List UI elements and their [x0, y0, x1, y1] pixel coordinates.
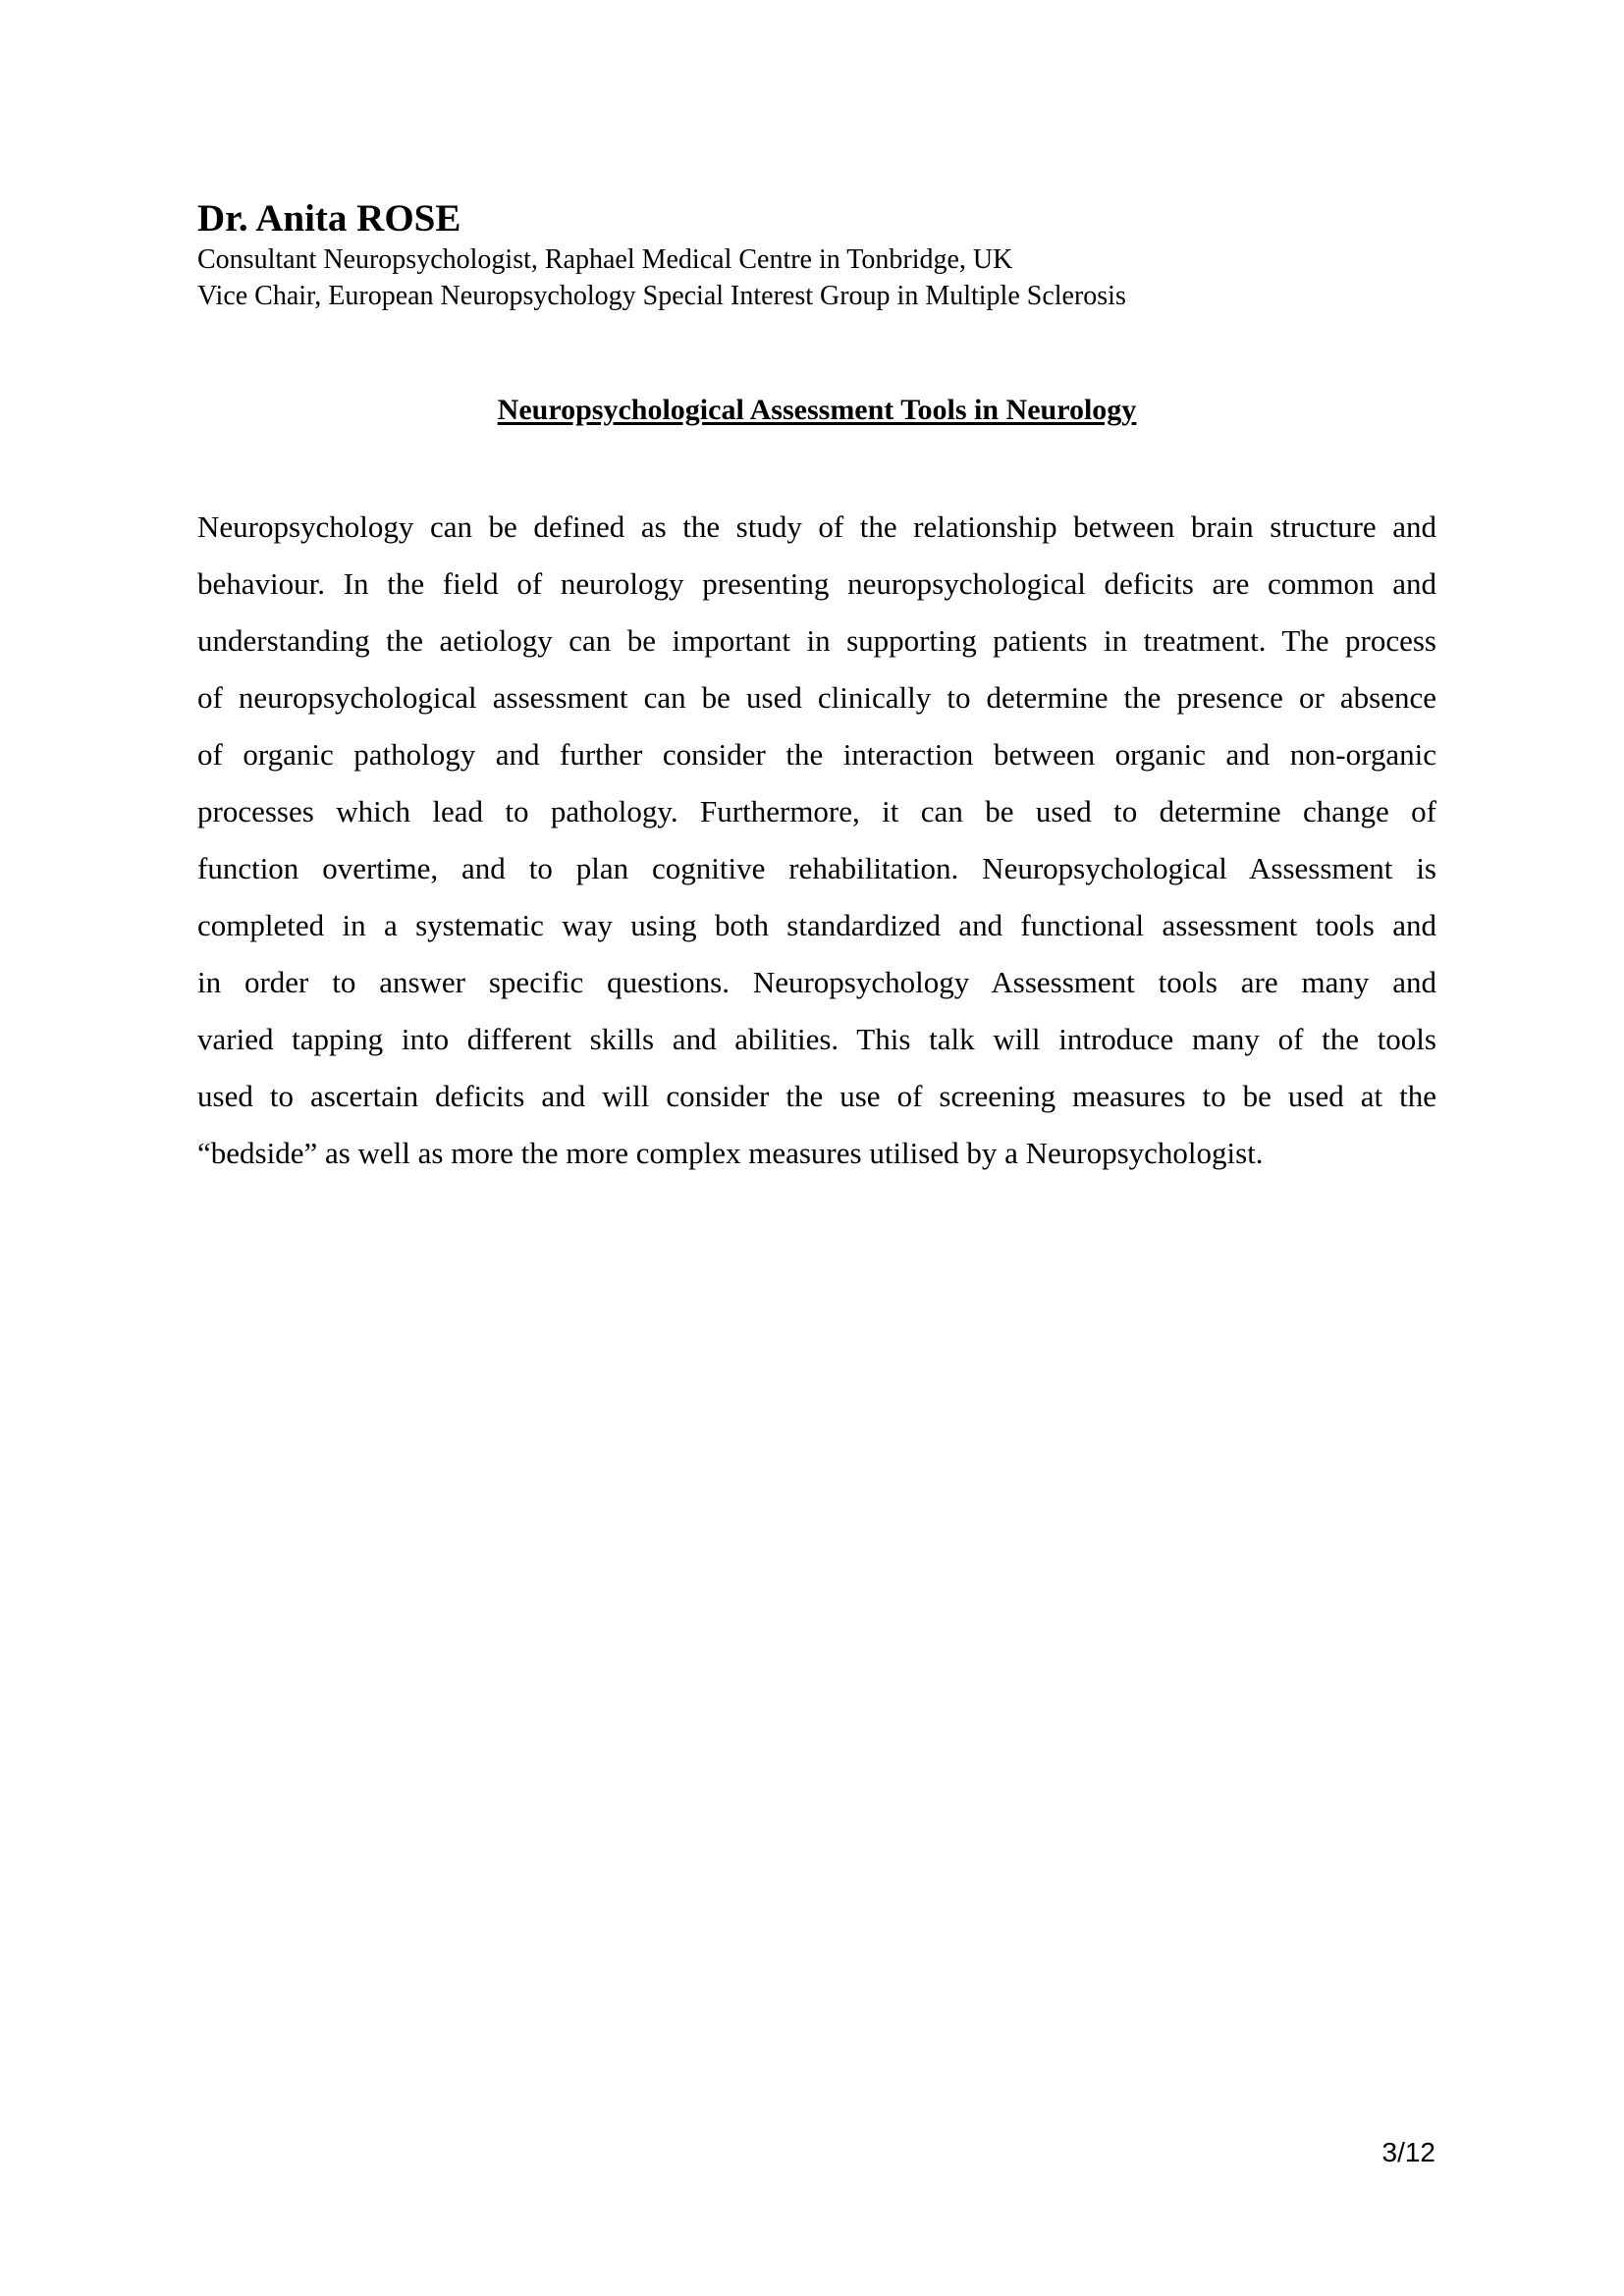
author-affiliation: Vice Chair, European Neuropsychology Special Interest Group in Multiple Sclerosis: [197, 281, 1126, 311]
abstract-paragraph: [197, 499, 1436, 1182]
abstract-line: completed in a systematic way using both standardized and functional assessment tools and: [197, 908, 1436, 942]
abstract-line: processes which lead to pathology. Furthermore, it can be used to determine change of: [197, 794, 1436, 828]
abstract-line: “bedside” as well as more the more complex measures utilised by a Neuropsychologist.: [197, 1136, 1264, 1170]
author-block: [197, 196, 1435, 314]
author-affiliation: Consultant Neuropsychologist, Raphael Medical Centre in Tonbridge, UK: [197, 244, 1013, 275]
abstract-line: behaviour. In the field of neurology presenting neuropsychological deficits are common and: [197, 566, 1436, 601]
talk-title: Neuropsychological Assessment Tools in Neurology: [497, 394, 1137, 426]
author-name: Dr. Anita ROSE: [197, 197, 461, 240]
abstract-line: function overtime, and to plan cognitive rehabilitation. Neuropsychological Assessment is: [197, 851, 1436, 885]
abstract-line: understanding the aetiology can be important in supporting patients in treatment. The process: [197, 623, 1436, 658]
abstract-line: in order to answer specific questions. Neuropsychology Assessment tools are many and: [197, 965, 1436, 999]
abstract-line: varied tapping into different skills and abilities. This talk will introduce many of the tools: [197, 1022, 1436, 1056]
abstract-line: Neuropsychology can be defined as the study of the relationship between brain structure and: [197, 509, 1436, 544]
abstract-line: of neuropsychological assessment can be used clinically to determine the presence or absence: [197, 680, 1436, 715]
abstract-line: used to ascertain deficits and will consider the use of screening measures to be used at the: [197, 1079, 1436, 1113]
abstract-line: of organic pathology and further consider the interaction between organic and non-organic: [197, 737, 1436, 772]
page-number: 3/12: [1381, 2137, 1435, 2167]
